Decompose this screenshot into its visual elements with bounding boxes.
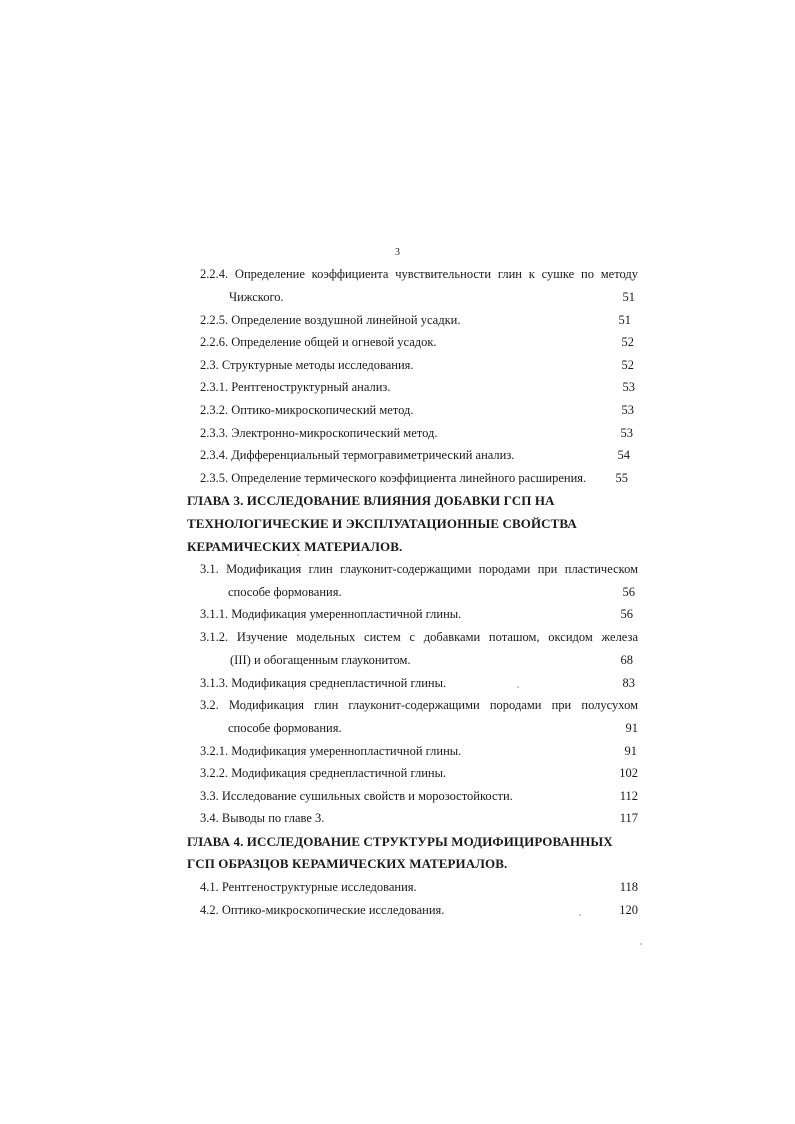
toc-entry-3-1-2-line2: (III) и обогащенным глауконитом. [230, 653, 411, 667]
scan-speck [517, 686, 519, 688]
toc-page-number: 91 [625, 721, 638, 735]
chapter-3-heading-line2: ТЕХНОЛОГИЧЕСКИЕ И ЭКСПЛУАТАЦИОННЫЕ СВОЙСТВА [187, 516, 577, 531]
scan-speck [640, 943, 642, 945]
toc-page-number: 112 [619, 789, 638, 803]
toc-entry-2-3-3: 2.3.3. Электронно-микроскопический метод. [200, 426, 438, 440]
toc-entry-2-2-4-line1: 2.2.4. Определение коэффициента чувствительности глин к сушке по методу [200, 267, 638, 281]
toc-page-number: 53 [622, 380, 635, 394]
toc-entry-4-2: 4.2. Оптико-микроскопические исследования. [200, 903, 445, 917]
toc-entry-2-2-6: 2.2.6. Определение общей и огневой усадок. [200, 335, 437, 349]
chapter-4-heading-line1: ГЛАВА 4. ИССЛЕДОВАНИЕ СТРУКТУРЫ МОДИФИЦИРОВАННЫХ [187, 834, 613, 849]
toc-page-number: 91 [624, 744, 637, 758]
toc-page-number: 83 [622, 676, 635, 690]
toc-page-number: 117 [619, 811, 638, 825]
toc-entry-3-2-line1: 3.2. Модификация глин глауконит-содержащими породами при полусухом [200, 698, 638, 712]
toc-entry-2-3: 2.3. Структурные методы исследования. [200, 358, 414, 372]
chapter-4-heading-line2: ГСП ОБРАЗЦОВ КЕРАМИЧЕСКИХ МАТЕРИАЛОВ. [187, 856, 508, 871]
toc-page-number: 53 [620, 426, 633, 440]
toc-entry-2-3-4: 2.3.4. Дифференциальный термогравиметрический анализ. [200, 448, 515, 462]
toc-entry-3-1-1: 3.1.1. Модификация умереннопластичной глины. [200, 607, 462, 621]
toc-entry-3-1-3: 3.1.3. Модификация среднепластичной глины. [200, 676, 447, 690]
toc-entry-3-1-line2: способе формования. [228, 585, 342, 599]
toc-entry-2-3-5: 2.3.5. Определение термического коэффициента линейного расширения. [200, 471, 587, 485]
toc-page-number: 102 [619, 766, 638, 780]
scan-speck [297, 554, 299, 556]
toc-page-number: 51 [618, 313, 631, 327]
toc-entry-3-1-line1: 3.1. Модификация глин глауконит-содержащими породами при пластическом [200, 562, 638, 576]
toc-page-number: 55 [615, 471, 628, 485]
toc-entry-3-4: 3.4. Выводы по главе 3. [200, 811, 325, 825]
toc-page-number: 56 [620, 607, 633, 621]
toc-page-number: 118 [619, 880, 638, 894]
scan-speck [579, 914, 581, 916]
toc-entry-3-2-line2: способе формования. [228, 721, 342, 735]
toc-entry-3-2-2: 3.2.2. Модификация среднепластичной глины. [200, 766, 447, 780]
toc-page-number: 53 [621, 403, 634, 417]
toc-page-number: 52 [621, 335, 634, 349]
toc-entry-2-3-2: 2.3.2. Оптико-микроскопический метод. [200, 403, 414, 417]
chapter-3-heading-line1: ГЛАВА 3. ИССЛЕДОВАНИЕ ВЛИЯНИЯ ДОБАВКИ ГСП НА [187, 493, 555, 508]
chapter-3-heading-line3: КЕРАМИЧЕСКИХ МАТЕРИАЛОВ. [187, 539, 403, 554]
toc-entry-3-1-2-line1: 3.1.2. Изучение модельных систем с добавками поташом, оксидом железа [200, 630, 638, 644]
toc-entry-3-3: 3.3. Исследование сушильных свойств и морозостойкости. [200, 789, 513, 803]
toc-entry-2-2-4-line2: Чижского. [229, 290, 284, 304]
toc-page-number: 52 [621, 358, 634, 372]
toc-page-number: 51 [622, 290, 635, 304]
toc-entry-4-1: 4.1. Рентгеноструктурные исследования. [200, 880, 417, 894]
toc-entry-3-2-1: 3.2.1. Модификация умереннопластичной глины. [200, 744, 462, 758]
page-number: 3 [395, 247, 400, 258]
toc-page-number: 120 [619, 903, 638, 917]
toc-page-number: 54 [617, 448, 630, 462]
toc-page-number: 56 [622, 585, 635, 599]
toc-entry-2-3-1: 2.3.1. Рентгеноструктурный анализ. [200, 380, 391, 394]
toc-page-number: 68 [620, 653, 633, 667]
toc-entry-2-2-5: 2.2.5. Определение воздушной линейной усадки. [200, 313, 461, 327]
